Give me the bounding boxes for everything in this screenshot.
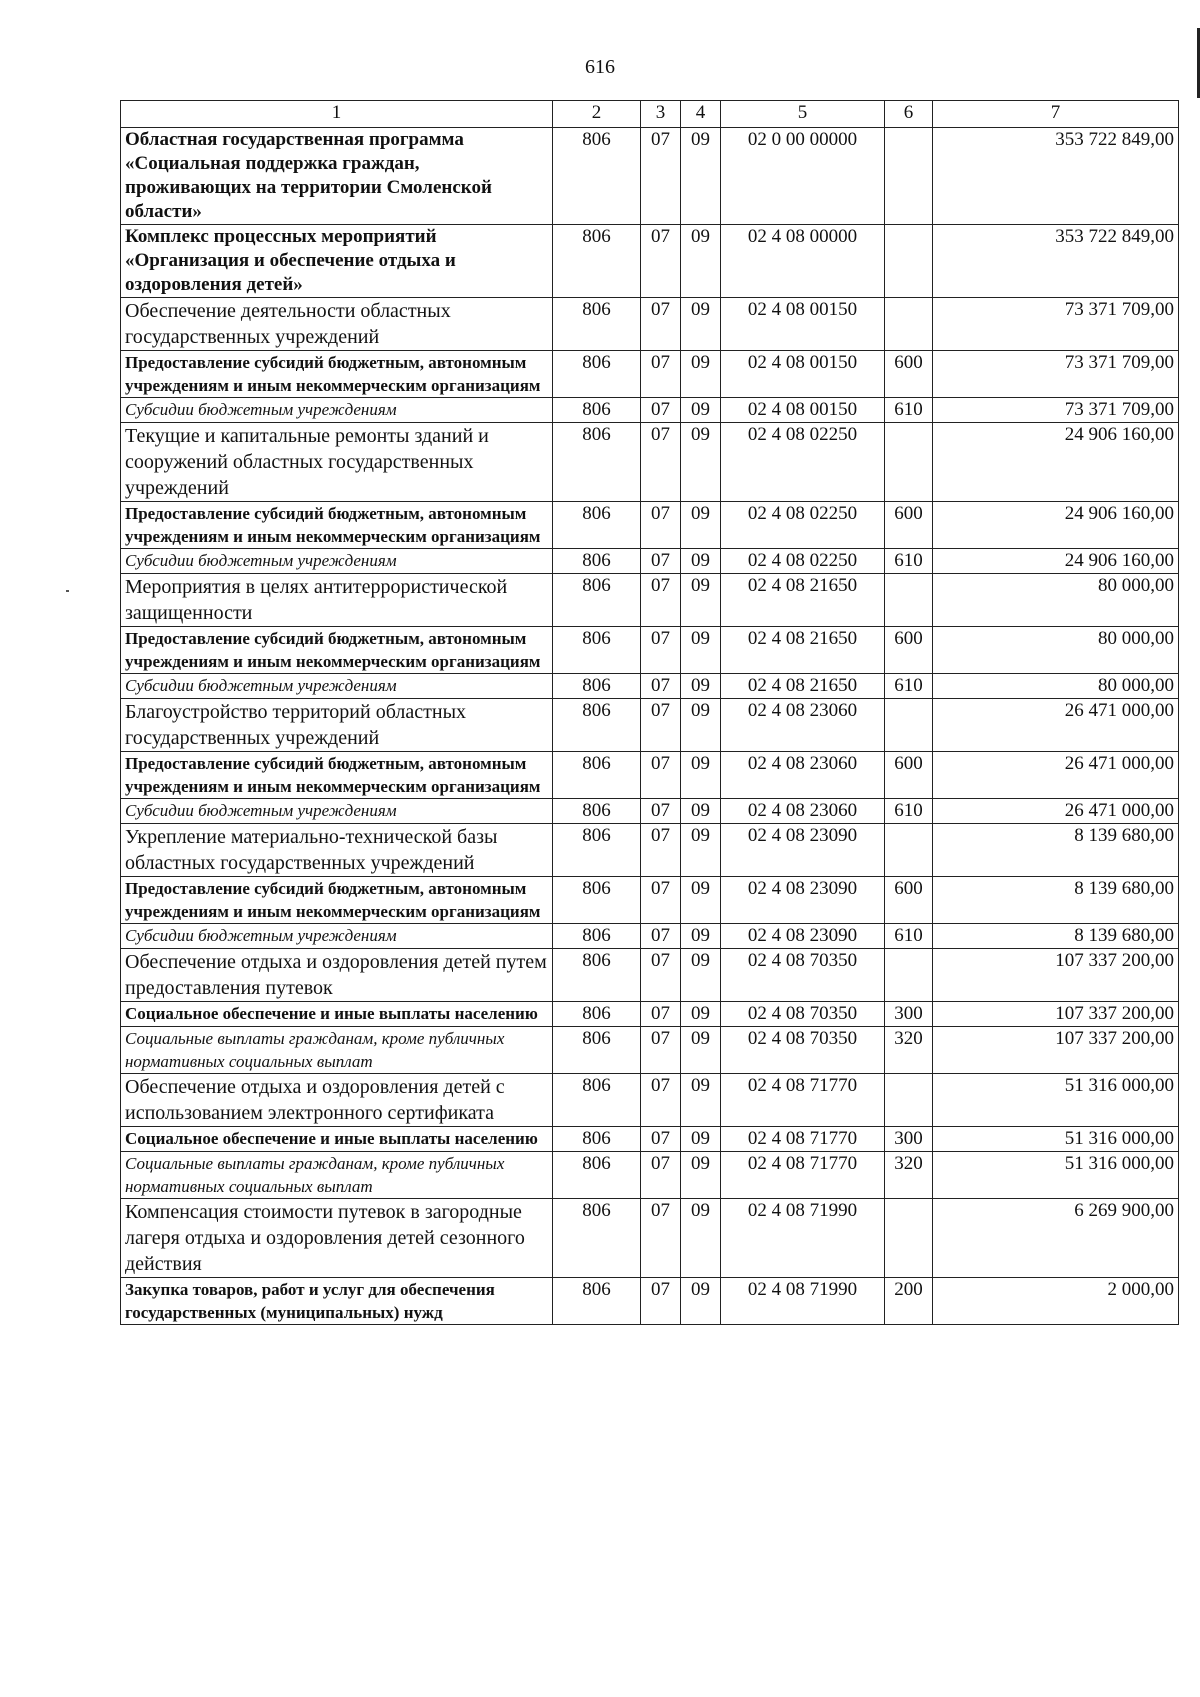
target-article-cell: 02 4 08 23060	[721, 752, 885, 799]
column-header: 4	[681, 101, 721, 128]
subsection-code-cell: 09	[681, 398, 721, 423]
budget-table	[120, 100, 1179, 1325]
ministry-code-cell: 806	[553, 1002, 641, 1027]
section-code-cell: 07	[641, 924, 681, 949]
expense-type-cell	[885, 699, 933, 752]
row-name-cell: Мероприятия в целях антитеррористической защищенности	[121, 574, 553, 627]
table-row	[121, 1127, 1179, 1152]
target-article-cell: 02 4 08 21650	[721, 674, 885, 699]
section-code-cell: 07	[641, 423, 681, 502]
amount-cell: 353 722 849,00	[933, 128, 1179, 225]
column-header: 5	[721, 101, 885, 128]
header-row	[121, 101, 1179, 128]
subsection-code-cell: 09	[681, 627, 721, 674]
subsection-code-cell: 09	[681, 949, 721, 1002]
expense-type-cell	[885, 1074, 933, 1127]
amount-cell: 24 906 160,00	[933, 502, 1179, 549]
amount-cell: 26 471 000,00	[933, 752, 1179, 799]
subsection-code-cell: 09	[681, 1278, 721, 1325]
expense-type-cell: 200	[885, 1278, 933, 1325]
target-article-cell: 02 4 08 70350	[721, 1002, 885, 1027]
ministry-code-cell: 806	[553, 924, 641, 949]
row-name-cell: Субсидии бюджетным учреждениям	[121, 674, 553, 699]
amount-cell: 51 316 000,00	[933, 1127, 1179, 1152]
amount-cell: 6 269 900,00	[933, 1199, 1179, 1278]
row-name-cell: Областная государственная программа «Социальная поддержка граждан, проживающих на территории Смоленской области»	[121, 128, 553, 225]
target-article-cell: 02 4 08 70350	[721, 949, 885, 1002]
section-code-cell: 07	[641, 674, 681, 699]
table-row	[121, 1278, 1179, 1325]
expense-type-cell	[885, 298, 933, 351]
ministry-code-cell: 806	[553, 298, 641, 351]
page-number: 616	[585, 56, 615, 78]
target-article-cell: 02 4 08 21650	[721, 574, 885, 627]
expense-type-cell: 600	[885, 502, 933, 549]
row-name-cell: Субсидии бюджетным учреждениям	[121, 398, 553, 423]
subsection-code-cell: 09	[681, 574, 721, 627]
expense-type-cell	[885, 824, 933, 877]
section-code-cell: 07	[641, 1152, 681, 1199]
subsection-code-cell: 09	[681, 128, 721, 225]
amount-cell: 80 000,00	[933, 627, 1179, 674]
expense-type-cell: 610	[885, 924, 933, 949]
section-code-cell: 07	[641, 398, 681, 423]
ministry-code-cell: 806	[553, 674, 641, 699]
ministry-code-cell: 806	[553, 423, 641, 502]
subsection-code-cell: 09	[681, 423, 721, 502]
expense-type-cell	[885, 1199, 933, 1278]
subsection-code-cell: 09	[681, 924, 721, 949]
subsection-code-cell: 09	[681, 799, 721, 824]
row-name-cell: Благоустройство территорий областных государственных учреждений	[121, 699, 553, 752]
section-code-cell: 07	[641, 549, 681, 574]
amount-cell: 26 471 000,00	[933, 799, 1179, 824]
expense-type-cell	[885, 225, 933, 298]
table-row	[121, 128, 1179, 225]
target-article-cell: 02 4 08 23090	[721, 924, 885, 949]
row-name-cell: Субсидии бюджетным учреждениям	[121, 549, 553, 574]
section-code-cell: 07	[641, 1002, 681, 1027]
table-row	[121, 1002, 1179, 1027]
expense-type-cell: 610	[885, 549, 933, 574]
row-name-cell: Предоставление субсидий бюджетным, автономным учреждениям и иным некоммерческим организациям	[121, 627, 553, 674]
table-row	[121, 949, 1179, 1002]
section-code-cell: 07	[641, 225, 681, 298]
table-row	[121, 1027, 1179, 1074]
expense-type-cell: 300	[885, 1127, 933, 1152]
ministry-code-cell: 806	[553, 351, 641, 398]
section-code-cell: 07	[641, 1278, 681, 1325]
section-code-cell: 07	[641, 351, 681, 398]
row-name-cell: Текущие и капитальные ремонты зданий и сооружений областных государственных учреждений	[121, 423, 553, 502]
table-row	[121, 877, 1179, 924]
table-row	[121, 1152, 1179, 1199]
target-article-cell: 02 4 08 23090	[721, 877, 885, 924]
row-name-cell: Обеспечение деятельности областных государственных учреждений	[121, 298, 553, 351]
row-name-cell: Обеспечение отдыха и оздоровления детей с использованием электронного сертификата	[121, 1074, 553, 1127]
row-name-cell: Укрепление материально-технической базы областных государственных учреждений	[121, 824, 553, 877]
expense-type-cell	[885, 949, 933, 1002]
section-code-cell: 07	[641, 752, 681, 799]
table-row	[121, 298, 1179, 351]
subsection-code-cell: 09	[681, 877, 721, 924]
section-code-cell: 07	[641, 627, 681, 674]
subsection-code-cell: 09	[681, 1199, 721, 1278]
section-code-cell: 07	[641, 502, 681, 549]
column-header: 2	[553, 101, 641, 128]
row-name-cell: Субсидии бюджетным учреждениям	[121, 799, 553, 824]
table-row	[121, 924, 1179, 949]
row-name-cell: Предоставление субсидий бюджетным, автономным учреждениям и иным некоммерческим организациям	[121, 877, 553, 924]
subsection-code-cell: 09	[681, 1152, 721, 1199]
expense-type-cell: 610	[885, 674, 933, 699]
row-name-cell: Социальное обеспечение и иные выплаты населению	[121, 1002, 553, 1027]
table-row	[121, 502, 1179, 549]
subsection-code-cell: 09	[681, 1127, 721, 1152]
subsection-code-cell: 09	[681, 1002, 721, 1027]
target-article-cell: 02 4 08 71770	[721, 1127, 885, 1152]
row-name-cell: Социальные выплаты гражданам, кроме публичных нормативных социальных выплат	[121, 1027, 553, 1074]
ministry-code-cell: 806	[553, 1074, 641, 1127]
amount-cell: 24 906 160,00	[933, 549, 1179, 574]
row-name-cell: Обеспечение отдыха и оздоровления детей путем предоставления путевок	[121, 949, 553, 1002]
target-article-cell: 02 0 00 00000	[721, 128, 885, 225]
ministry-code-cell: 806	[553, 949, 641, 1002]
ministry-code-cell: 806	[553, 699, 641, 752]
section-code-cell: 07	[641, 574, 681, 627]
ministry-code-cell: 806	[553, 824, 641, 877]
expense-type-cell: 600	[885, 752, 933, 799]
section-code-cell: 07	[641, 1027, 681, 1074]
ministry-code-cell: 806	[553, 799, 641, 824]
amount-cell: 51 316 000,00	[933, 1152, 1179, 1199]
table-row	[121, 351, 1179, 398]
row-name-cell: Закупка товаров, работ и услуг для обеспечения государственных (муниципальных) нужд	[121, 1278, 553, 1325]
subsection-code-cell: 09	[681, 1027, 721, 1074]
amount-cell: 107 337 200,00	[933, 1027, 1179, 1074]
section-code-cell: 07	[641, 298, 681, 351]
amount-cell: 2 000,00	[933, 1278, 1179, 1325]
table-row	[121, 1199, 1179, 1278]
expense-type-cell: 320	[885, 1152, 933, 1199]
amount-cell: 24 906 160,00	[933, 423, 1179, 502]
subsection-code-cell: 09	[681, 699, 721, 752]
ministry-code-cell: 806	[553, 549, 641, 574]
section-code-cell: 07	[641, 949, 681, 1002]
target-article-cell: 02 4 08 00000	[721, 225, 885, 298]
expense-type-cell: 610	[885, 398, 933, 423]
amount-cell: 51 316 000,00	[933, 1074, 1179, 1127]
expense-type-cell	[885, 128, 933, 225]
amount-cell: 26 471 000,00	[933, 699, 1179, 752]
column-header: 1	[121, 101, 553, 128]
subsection-code-cell: 09	[681, 752, 721, 799]
subsection-code-cell: 09	[681, 502, 721, 549]
ministry-code-cell: 806	[553, 1027, 641, 1074]
row-name-cell: Субсидии бюджетным учреждениям	[121, 924, 553, 949]
section-code-cell: 07	[641, 824, 681, 877]
row-name-cell: Предоставление субсидий бюджетным, автономным учреждениям и иным некоммерческим организациям	[121, 502, 553, 549]
section-code-cell: 07	[641, 699, 681, 752]
expense-type-cell: 600	[885, 877, 933, 924]
expense-type-cell	[885, 574, 933, 627]
amount-cell: 107 337 200,00	[933, 949, 1179, 1002]
subsection-code-cell: 09	[681, 1074, 721, 1127]
subsection-code-cell: 09	[681, 549, 721, 574]
ministry-code-cell: 806	[553, 1152, 641, 1199]
target-article-cell: 02 4 08 00150	[721, 398, 885, 423]
expense-type-cell: 320	[885, 1027, 933, 1074]
target-article-cell: 02 4 08 02250	[721, 423, 885, 502]
expense-type-cell: 600	[885, 627, 933, 674]
column-header: 7	[933, 101, 1179, 128]
section-code-cell: 07	[641, 128, 681, 225]
row-name-cell: Социальные выплаты гражданам, кроме публичных нормативных социальных выплат	[121, 1152, 553, 1199]
target-article-cell: 02 4 08 23060	[721, 799, 885, 824]
expense-type-cell: 610	[885, 799, 933, 824]
ministry-code-cell: 806	[553, 1199, 641, 1278]
target-article-cell: 02 4 08 71990	[721, 1278, 885, 1325]
expense-type-cell	[885, 423, 933, 502]
amount-cell: 73 371 709,00	[933, 298, 1179, 351]
section-code-cell: 07	[641, 1074, 681, 1127]
amount-cell: 107 337 200,00	[933, 1002, 1179, 1027]
amount-cell: 8 139 680,00	[933, 924, 1179, 949]
target-article-cell: 02 4 08 21650	[721, 627, 885, 674]
column-header: 3	[641, 101, 681, 128]
subsection-code-cell: 09	[681, 225, 721, 298]
target-article-cell: 02 4 08 02250	[721, 502, 885, 549]
ministry-code-cell: 806	[553, 128, 641, 225]
target-article-cell: 02 4 08 23060	[721, 699, 885, 752]
subsection-code-cell: 09	[681, 674, 721, 699]
table-row	[121, 674, 1179, 699]
table-row	[121, 1074, 1179, 1127]
table-row	[121, 799, 1179, 824]
table-row	[121, 627, 1179, 674]
table-row	[121, 398, 1179, 423]
amount-cell: 73 371 709,00	[933, 398, 1179, 423]
target-article-cell: 02 4 08 23090	[721, 824, 885, 877]
table-row	[121, 752, 1179, 799]
ministry-code-cell: 806	[553, 398, 641, 423]
subsection-code-cell: 09	[681, 298, 721, 351]
table-row	[121, 549, 1179, 574]
section-code-cell: 07	[641, 799, 681, 824]
ministry-code-cell: 806	[553, 502, 641, 549]
row-name-cell: Предоставление субсидий бюджетным, автономным учреждениям и иным некоммерческим организациям	[121, 752, 553, 799]
table-row	[121, 574, 1179, 627]
amount-cell: 8 139 680,00	[933, 877, 1179, 924]
expense-type-cell: 600	[885, 351, 933, 398]
row-name-cell: Предоставление субсидий бюджетным, автономным учреждениям и иным некоммерческим организациям	[121, 351, 553, 398]
ministry-code-cell: 806	[553, 627, 641, 674]
scan-dot-mark	[66, 590, 69, 592]
amount-cell: 80 000,00	[933, 574, 1179, 627]
ministry-code-cell: 806	[553, 1127, 641, 1152]
row-name-cell: Комплекс процессных мероприятий «Организация и обеспечение отдыха и оздоровления детей»	[121, 225, 553, 298]
target-article-cell: 02 4 08 70350	[721, 1027, 885, 1074]
section-code-cell: 07	[641, 1199, 681, 1278]
target-article-cell: 02 4 08 00150	[721, 298, 885, 351]
ministry-code-cell: 806	[553, 1278, 641, 1325]
subsection-code-cell: 09	[681, 351, 721, 398]
section-code-cell: 07	[641, 877, 681, 924]
ministry-code-cell: 806	[553, 225, 641, 298]
table-body	[121, 128, 1179, 1325]
target-article-cell: 02 4 08 02250	[721, 549, 885, 574]
table-row	[121, 225, 1179, 298]
section-code-cell: 07	[641, 1127, 681, 1152]
expense-type-cell: 300	[885, 1002, 933, 1027]
row-name-cell: Компенсация стоимости путевок в загородные лагеря отдыха и оздоровления детей сезонного действия	[121, 1199, 553, 1278]
target-article-cell: 02 4 08 71990	[721, 1199, 885, 1278]
row-name-cell: Социальное обеспечение и иные выплаты населению	[121, 1127, 553, 1152]
ministry-code-cell: 806	[553, 574, 641, 627]
ministry-code-cell: 806	[553, 877, 641, 924]
subsection-code-cell: 09	[681, 824, 721, 877]
amount-cell: 8 139 680,00	[933, 824, 1179, 877]
amount-cell: 80 000,00	[933, 674, 1179, 699]
target-article-cell: 02 4 08 00150	[721, 351, 885, 398]
amount-cell: 353 722 849,00	[933, 225, 1179, 298]
column-header: 6	[885, 101, 933, 128]
table-row	[121, 699, 1179, 752]
target-article-cell: 02 4 08 71770	[721, 1152, 885, 1199]
table-row	[121, 423, 1179, 502]
ministry-code-cell: 806	[553, 752, 641, 799]
amount-cell: 73 371 709,00	[933, 351, 1179, 398]
table-row	[121, 824, 1179, 877]
target-article-cell: 02 4 08 71770	[721, 1074, 885, 1127]
